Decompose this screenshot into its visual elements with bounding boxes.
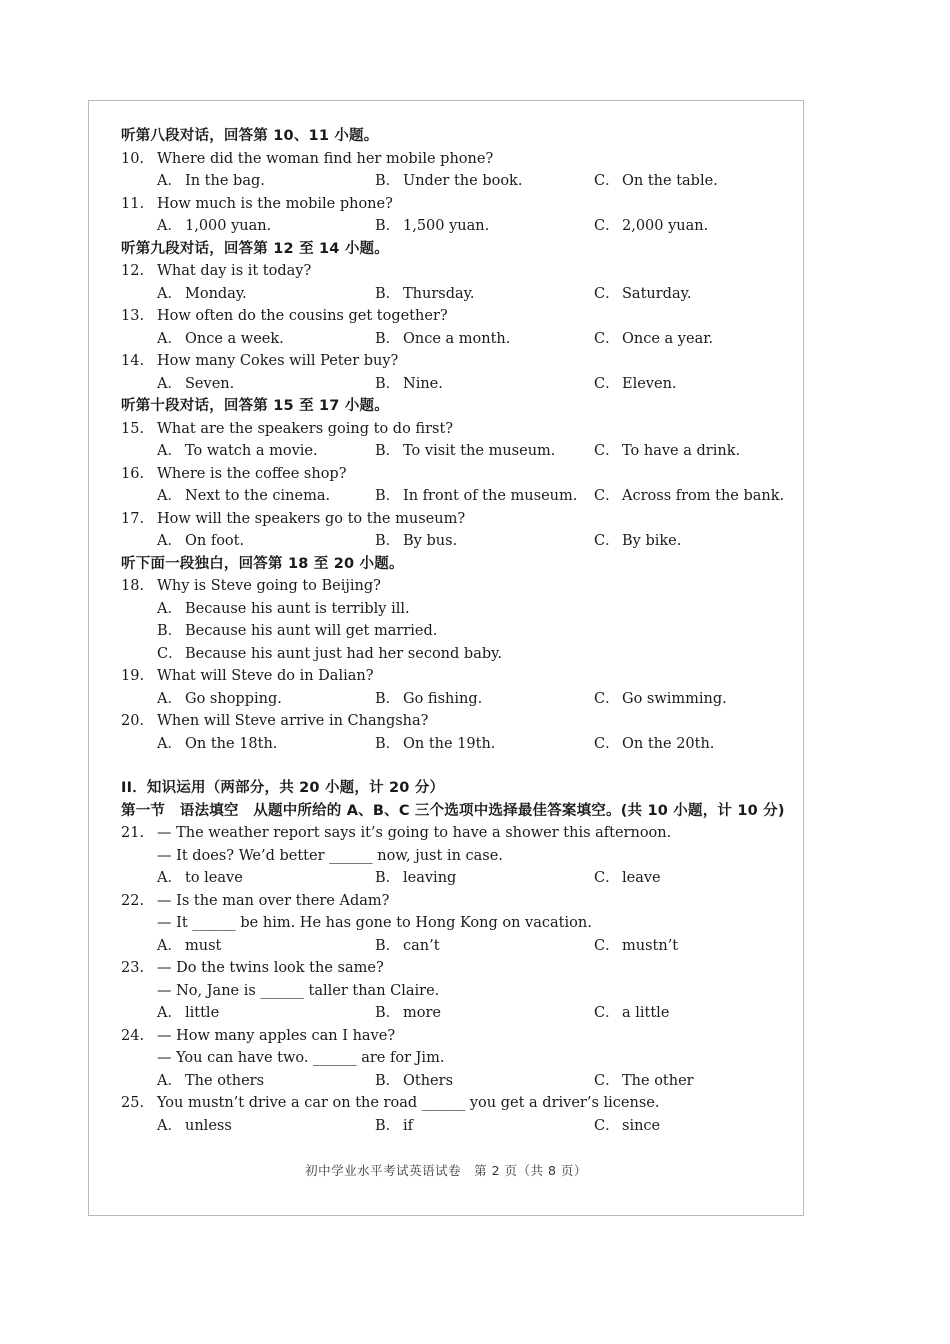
options-20 — [121, 733, 791, 756]
option-a: A． Monday. — [157, 285, 247, 302]
question-text-reply: — It does? We’d better ______ now, just in case. — [157, 847, 503, 864]
question-number: 20. — [121, 713, 145, 729]
question-number: 14. — [121, 353, 145, 369]
option-b: B． Under the book. — [375, 173, 523, 189]
option-a: A． must — [157, 937, 222, 954]
question-15 — [121, 418, 791, 441]
question-12 — [121, 260, 791, 283]
question-10 — [121, 148, 791, 171]
question-text: — Do the twins look the same? — [157, 960, 384, 976]
question-text-reply: — No, Jane is ______ taller than Claire. — [157, 982, 440, 999]
question-text: — The weather report says it’s going to have a shower this afternoon. — [157, 825, 672, 841]
option-c: C． By bike. — [594, 533, 682, 549]
option-a: A． The others — [157, 1072, 265, 1089]
question-text: How much is the mobile phone? — [157, 195, 393, 212]
options-22 — [121, 935, 791, 958]
option-a: A． Next to the cinema. — [157, 488, 331, 504]
option-a: A． Once a week. — [157, 330, 284, 347]
option-c: C． leave — [594, 870, 661, 886]
question-24 — [121, 1025, 791, 1048]
question-text: Where is the coffee shop? — [157, 465, 347, 482]
question-text-reply: — You can have two. ______ are for Jim. — [157, 1050, 445, 1066]
question-text: — How many apples can I have? — [157, 1027, 396, 1044]
section-heading-8: 听第八段对话，回答第 10、11 小题。 — [121, 128, 379, 144]
option-b: B． Thursday. — [375, 285, 475, 302]
option-c: C． Across from the bank. — [594, 488, 785, 504]
option-a: A． 1,000 yuan. — [157, 218, 272, 234]
option-c: C． To have a drink. — [594, 443, 741, 459]
question-25 — [121, 1092, 791, 1115]
option-c: C． Saturday. — [594, 285, 692, 302]
options-10 — [121, 170, 791, 193]
option-a: A． To watch a movie. — [157, 443, 318, 459]
section-heading-monologue: 听下面一段独白，回答第 18 至 20 小题。 — [121, 555, 404, 572]
question-number: 10. — [121, 150, 145, 167]
question-text: What are the speakers going to do first? — [157, 420, 454, 437]
section-instructions: 第一节 语法填空 从题中所给的 A、B、C 三个选项中选择最佳答案填空。(共 10 小题，计 10 分) — [121, 802, 785, 819]
question-number: 18. — [121, 578, 145, 594]
question-16 — [121, 463, 791, 486]
question-number: 11. — [121, 195, 145, 212]
question-number: 12. — [121, 263, 145, 279]
option-b: B． To visit the museum. — [375, 443, 556, 459]
options-24 — [121, 1070, 791, 1093]
option-a: A． Go shopping. — [157, 690, 282, 707]
options-17 — [121, 530, 791, 553]
option-c: C． Go swimming. — [594, 690, 727, 707]
question-19 — [121, 665, 791, 688]
option-a: A． to leave — [157, 870, 243, 886]
options-14 — [121, 373, 791, 396]
question-number: 22. — [121, 892, 145, 909]
option-c: C． Once a year. — [594, 330, 714, 347]
option-c: C． Eleven. — [594, 375, 677, 392]
part-heading: II．知识运用（两部分，共 20 小题，计 20 分） — [121, 780, 445, 796]
option-c: C． Because his aunt just had her second baby. — [157, 645, 502, 662]
section-heading-10: 听第十段对话，回答第 15 至 17 小题。 — [121, 398, 389, 414]
option-b: B． On the 19th. — [375, 735, 496, 752]
question-text: You mustn’t drive a car on the road ______ you get a driver’s license. — [157, 1095, 660, 1111]
option-b: B． In front of the museum. — [375, 488, 578, 504]
options-21 — [121, 867, 791, 890]
option-a: A． Seven. — [157, 375, 235, 392]
exam-content — [121, 125, 791, 1137]
question-number: 17. — [121, 510, 145, 527]
options-13 — [121, 328, 791, 351]
option-c: C． since — [594, 1117, 661, 1134]
option-b: B． can’t — [375, 937, 440, 954]
option-a: A． Because his aunt is terribly ill. — [157, 600, 410, 617]
question-17 — [121, 508, 791, 531]
question-20 — [121, 710, 791, 733]
options-19 — [121, 688, 791, 711]
exam-page — [88, 100, 804, 1216]
option-b: B． Once a month. — [375, 330, 511, 347]
option-a: A． unless — [157, 1117, 232, 1134]
option-b: B． Go fishing. — [375, 690, 483, 707]
question-18 — [121, 575, 791, 598]
question-23 — [121, 957, 791, 980]
option-c: C． mustn’t — [594, 937, 679, 954]
question-11 — [121, 193, 791, 216]
option-a: A． On foot. — [157, 533, 245, 549]
question-number: 16. — [121, 465, 145, 482]
options-12 — [121, 283, 791, 306]
option-b: B． Nine. — [375, 375, 443, 392]
page-footer: 初中学业水平考试英语试卷 第 2 页（共 8 页） — [305, 1163, 587, 1178]
question-text: How will the speakers go to the museum? — [157, 510, 466, 527]
option-b: B． if — [375, 1117, 414, 1134]
question-number: 24. — [121, 1027, 145, 1044]
options-15 — [121, 440, 791, 463]
question-text: When will Steve arrive in Changsha? — [157, 713, 429, 729]
option-b: B． By bus. — [375, 533, 458, 549]
option-b: B． more — [375, 1005, 441, 1021]
question-text: — Is the man over there Adam? — [157, 892, 390, 909]
question-number: 21. — [121, 825, 145, 841]
option-a: A． On the 18th. — [157, 735, 278, 752]
question-text-reply: — It ______ be him. He has gone to Hong Kong on vacation. — [157, 915, 592, 931]
question-text: What will Steve do in Dalian? — [157, 668, 374, 684]
option-b: B． Because his aunt will get married. — [157, 623, 438, 639]
option-c: C． 2,000 yuan. — [594, 218, 709, 234]
question-22 — [121, 890, 791, 913]
question-13 — [121, 305, 791, 328]
question-text: Where did the woman find her mobile phone? — [157, 150, 494, 167]
spacer — [121, 755, 791, 777]
question-text: How often do the cousins get together? — [157, 308, 448, 324]
question-14 — [121, 350, 791, 373]
options-16 — [121, 485, 791, 508]
options-25 — [121, 1115, 791, 1138]
options-11 — [121, 215, 791, 238]
question-number: 15. — [121, 420, 145, 437]
option-c: C． a little — [594, 1005, 670, 1021]
section-heading-9: 听第九段对话，回答第 12 至 14 小题。 — [121, 240, 389, 257]
options-23 — [121, 1002, 791, 1025]
option-b: B． 1,500 yuan. — [375, 218, 490, 234]
question-text: What day is it today? — [157, 263, 312, 279]
option-c: C． On the table. — [594, 173, 718, 189]
question-text: How many Cokes will Peter buy? — [157, 353, 399, 369]
question-number: 25. — [121, 1095, 145, 1111]
question-number: 23. — [121, 960, 145, 976]
question-number: 13. — [121, 308, 145, 324]
option-b: B． Others — [375, 1072, 454, 1089]
option-a: A． little — [157, 1005, 220, 1021]
option-c: C． The other — [594, 1072, 694, 1089]
question-number: 19. — [121, 668, 145, 684]
option-b: B． leaving — [375, 870, 457, 886]
option-a: A． In the bag. — [157, 173, 265, 189]
question-21 — [121, 822, 791, 845]
question-text: Why is Steve going to Beijing? — [157, 578, 381, 594]
option-c: C． On the 20th. — [594, 735, 715, 752]
